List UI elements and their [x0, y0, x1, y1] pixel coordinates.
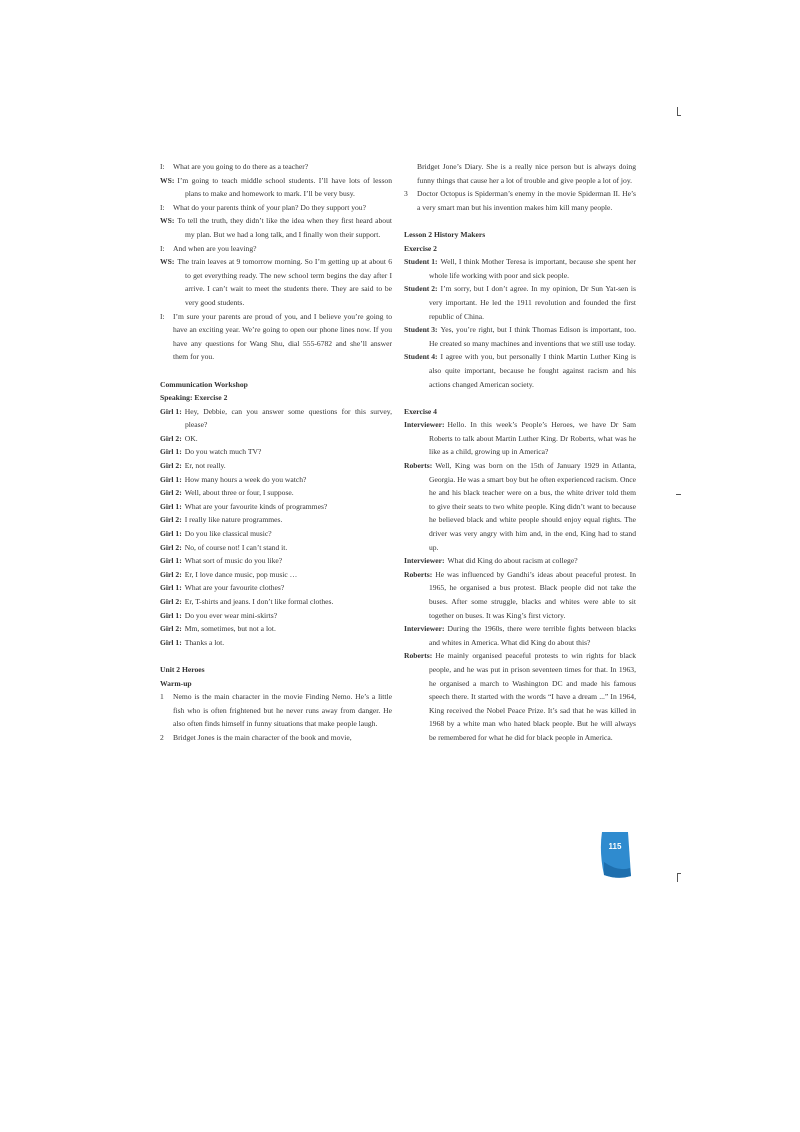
line-text: I’m sorry, but I don’t agree. In my opinion, Dr Sun Yat-sen is very important. He led the 1911 revolution and founded the first republic of China. — [429, 284, 636, 321]
speaker-label: Girl 1: — [160, 610, 182, 620]
line-text: Hello. In this week’s People’s Heroes, we have Dr Sam Roberts to talk about Martin Luther King. Dr Roberts, what was he like as a child, growing up in America? — [429, 420, 636, 457]
transcript-line — [404, 568, 636, 622]
speaker-label: Girl 1: — [160, 637, 182, 647]
transcript-line — [160, 609, 392, 623]
line-text: Do you ever wear mini-skirts? — [184, 610, 278, 620]
transcript-line — [160, 405, 392, 432]
transcript-line — [160, 595, 392, 609]
transcript-line — [160, 255, 392, 309]
line-text: Hey, Debbie, can you answer some questions for this survey, please? — [184, 406, 392, 430]
transcript-line — [404, 649, 636, 744]
transcript-line — [160, 513, 392, 527]
transcript-line — [160, 174, 392, 201]
speaker-label: I: — [160, 311, 165, 321]
speaker-label: Girl 2: — [160, 488, 182, 498]
line-text: I really like nature programmes. — [184, 515, 283, 525]
line-text: Yes, you’re right, but I think Thomas Edison is important, too. He created so many machines and inventions that we still use today. — [429, 325, 636, 348]
transcript-line — [404, 350, 636, 391]
speaker-label: Interviewer: — [404, 624, 445, 634]
line-text: He was influenced by Gandhi’s ideas about peaceful protest. In 1965, he organised a bus protest. Black people did not take the buses. After some struggle, blacks and whites were able to sit together on buses. It was King’s first victory. — [429, 569, 636, 620]
transcript-line — [404, 160, 636, 187]
line-text: What are your favourite clothes? — [184, 583, 285, 593]
right-column — [404, 160, 636, 745]
line-text: The train leaves at 9 tomorrow morning. So I’m getting up at about 6 to get everything ready. The new school term begins the day after I arrive. I can’t wait to meet the students there. They are said to be very good students. — [177, 257, 392, 307]
transcript-line — [160, 201, 392, 215]
transcript-line — [160, 527, 392, 541]
transcript-line — [160, 554, 392, 568]
section-spacer — [404, 391, 636, 405]
line-text: What sort of music do you like? — [184, 556, 283, 566]
speaker-label: I: — [160, 202, 165, 212]
line-text: What do your parents think of your plan? Do they support you? — [173, 202, 366, 212]
speaker-label: I: — [160, 162, 165, 171]
speaker-label: Girl 1: — [160, 501, 182, 511]
speaker-label: Girl 1: — [160, 447, 182, 457]
transcript-line — [160, 568, 392, 582]
section-heading: Speaking: Exercise 2 — [160, 393, 228, 403]
transcript-line — [160, 500, 392, 514]
line-text: Er, T-shirts and jeans. I don’t like formal clothes. — [184, 597, 334, 606]
speaker-label: 3 — [404, 189, 408, 199]
speaker-label: Girl 2: — [160, 542, 182, 552]
line-text: What did King do about racism at college? — [447, 556, 578, 566]
line-text: Well, about three or four, I suppose. — [184, 488, 294, 498]
line-text: What are your favourite kinds of programmes? — [184, 501, 328, 511]
line-text: OK. — [184, 433, 198, 443]
transcript-line — [160, 622, 392, 636]
line-text: Bridget Jone’s Diary. She is a really nice person but is always doing funny things that cause her a lot of trouble and give people a lot of joy. — [417, 162, 636, 185]
line-text: Well, I think Mother Teresa is important, because she spent her whole life working with poor and sick people. — [429, 257, 636, 280]
speaker-label: Girl 2: — [160, 597, 182, 606]
speaker-label: Girl 2: — [160, 461, 182, 471]
speaker-label: Roberts: — [404, 461, 433, 471]
speaker-label: Student 1: — [404, 257, 438, 267]
speaker-label: Roberts: — [404, 651, 433, 661]
speaker-label: WS: — [160, 175, 175, 185]
speaker-label: Girl 2: — [160, 569, 182, 579]
line-text: What are you going to do there as a teacher? — [173, 162, 309, 171]
line-text: Well, King was born on the 15th of January 1929 in Atlanta, Georgia. He was a smart boy but he often experienced racism. Once he and his black teacher were on a bus, the white driver told them to give their seats to two white people. King didn’t want to because he believed black and white people should enjoy equal rights. The driver was very angry with him and, in the end, King had to stand up. — [429, 461, 636, 552]
section-spacer — [160, 364, 392, 378]
page-number-tab — [598, 832, 632, 878]
crop-mark-top-right-foot — [677, 115, 681, 116]
transcript-line — [160, 160, 392, 174]
section-heading: Lesson 2 History Makers — [404, 229, 486, 239]
speaker-label: Girl 2: — [160, 624, 182, 634]
transcript-line — [404, 418, 636, 459]
transcript-line — [160, 486, 392, 500]
line-text: I’m sure your parents are proud of you, and I believe you’re going to have an exciting year. We’re going to open our phone lines now. If you have any questions for Wang Shu, dial 555-6782 and she’ll answer them for you. — [173, 311, 392, 362]
speaker-label: Girl 2: — [160, 515, 182, 525]
speaker-label: I: — [160, 243, 165, 253]
left-column — [160, 160, 392, 745]
transcript-line — [160, 445, 392, 459]
line-text: How many hours a week do you watch? — [184, 474, 307, 484]
speaker-label: Girl 1: — [160, 406, 182, 416]
line-text: Mm, sometimes, but not a lot. — [184, 624, 276, 634]
section-heading: Unit 2 Heroes — [160, 664, 205, 674]
crop-mark-bottom-right-top — [677, 873, 681, 874]
speaker-label: Girl 1: — [160, 474, 182, 484]
transcript-line — [160, 636, 392, 650]
transcript-line — [160, 310, 392, 364]
speaker-label: Girl 1: — [160, 583, 182, 593]
transcript-line — [160, 690, 392, 731]
line-text: Do you watch much TV? — [184, 447, 262, 457]
transcript-line — [404, 622, 636, 649]
transcript-line — [404, 323, 636, 350]
speaker-label: Interviewer: — [404, 556, 445, 566]
transcript-line — [160, 731, 392, 745]
line-text: Er, I love dance music, pop music … — [184, 569, 298, 579]
speaker-label: Roberts: — [404, 569, 433, 579]
line-text: Doctor Octopus is Spiderman’s enemy in the movie Spiderman II. He’s a very smart man but his invention makes him kill many people. — [417, 189, 636, 212]
section-spacer — [404, 214, 636, 228]
line-text: I agree with you, but personally I think Martin Luther King is also quite important, because he fought against racism and his actions changed American society. — [429, 352, 636, 389]
speaker-label: 2 — [160, 732, 164, 742]
section-heading: Communication Workshop — [160, 379, 248, 389]
line-text: I’m going to teach middle school students. I’ll have lots of lesson plans to make and homework to mark. I’ll be very busy. — [177, 175, 392, 199]
transcript-line — [404, 554, 636, 568]
transcript-line — [160, 214, 392, 241]
transcript-line — [404, 187, 636, 214]
line-text: Bridget Jones is the main character of the book and movie, — [173, 732, 352, 742]
transcript-line — [160, 581, 392, 595]
line-text: No, of course not! I can’t stand it. — [184, 542, 288, 552]
line-text: Do you like classical music? — [184, 529, 272, 539]
line-text: Thanks a lot. — [184, 637, 225, 647]
line-text: During the 1960s, there were terrible fights between blacks and whites in America. What did King do about this? — [429, 624, 636, 647]
line-text: Nemo is the main character in the movie Finding Nemo. He’s a little fish who is often frightened but he never runs away from danger. He also often finds himself in funny situations that make people laugh. — [173, 692, 392, 729]
speaker-label: WS: — [160, 216, 175, 226]
line-text: Er, not really. — [184, 461, 226, 471]
speaker-label: Interviewer: — [404, 420, 445, 430]
transcript-line — [160, 242, 392, 256]
speaker-label: Student 2: — [404, 284, 438, 294]
section-spacer — [160, 649, 392, 663]
speaker-label: Girl 1: — [160, 529, 182, 539]
line-text: He mainly organised peaceful protests to win rights for black people, and he was put in prison seventeen times for that. In 1963, he organised a march to Washington DC and made his famous speech there. It started with the words “I have a dream ...” In 1964, King received the Nobel Peace Prize. It’s sad that he was killed in 1968 by a white man who hated black people. But he will always be remembered for what he did for black people in America. — [429, 651, 636, 742]
speaker-label: Student 4: — [404, 352, 438, 362]
transcript-line — [404, 255, 636, 282]
speaker-label: 1 — [160, 692, 164, 702]
section-heading: Exercise 2 — [404, 243, 437, 253]
section-heading: Exercise 4 — [404, 406, 437, 416]
transcript-line — [404, 459, 636, 554]
crop-mark-bottom-right — [677, 873, 678, 882]
speaker-label: Girl 1: — [160, 556, 182, 566]
transcript-line — [160, 459, 392, 473]
crop-mark-middle-right — [676, 494, 681, 495]
transcript-line — [160, 473, 392, 487]
transcript-line — [404, 282, 636, 323]
line-text: To tell the truth, they didn’t like the idea when they first heard about my plan. But we had a long talk, and I finally won their support. — [177, 216, 392, 239]
line-text: And when are you leaving? — [173, 243, 257, 253]
speaker-label: WS: — [160, 257, 175, 267]
transcript-line — [160, 541, 392, 555]
section-heading: Warm-up — [160, 678, 192, 688]
transcript-line — [160, 432, 392, 446]
page-number: 115 — [608, 842, 622, 851]
speaker-label: Student 3: — [404, 325, 438, 335]
speaker-label: Girl 2: — [160, 433, 182, 443]
